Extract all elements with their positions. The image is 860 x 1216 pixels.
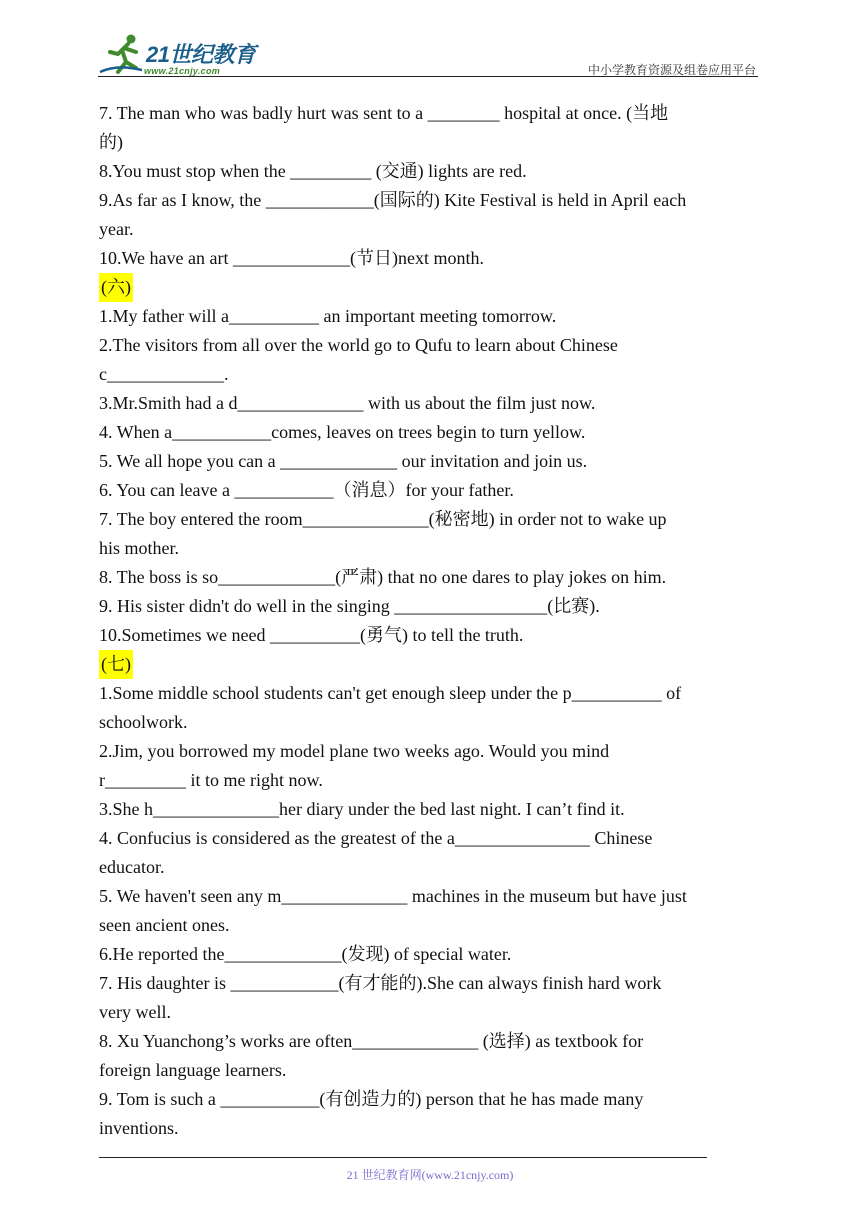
exercise-line: 4. Confucius is considered as the greatest of the a_______________ Chinese <box>99 828 653 848</box>
exercise-line: very well. <box>99 1002 171 1022</box>
section-label: (七) <box>99 650 133 679</box>
exercise-line: 8. The boss is so_____________(严肃) that no one dares to play jokes on him. <box>99 567 667 587</box>
logo-text: 21世纪教育 <box>146 42 256 67</box>
exercise-line: 6.He reported the_____________(发现) of special water. <box>99 944 512 964</box>
exercise-line: 6. You can leave a ___________（消息）for your father. <box>99 480 514 500</box>
exercise-line: 8.You must stop when the _________ (交通) lights are red. <box>99 161 527 181</box>
exercise-line: 5. We all hope you can a _____________ our invitation and join us. <box>99 451 588 471</box>
page-header <box>98 30 758 78</box>
exercise-line: schoolwork. <box>99 712 188 732</box>
exercise-line: 9. Tom is such a ___________(有创造力的) person that he has made many <box>99 1089 644 1109</box>
exercise-line: 的) <box>99 132 123 152</box>
exercise-line: 7. His daughter is ____________(有才能的).She can always finish hard work <box>99 973 662 993</box>
exercise-line: 3.Mr.Smith had a d______________ with us about the film just now. <box>99 393 596 413</box>
section-label: (六) <box>99 273 133 302</box>
exercise-line: foreign language learners. <box>99 1060 287 1080</box>
exercise-line: 9.As far as I know, the ____________(国际的) Kite Festival is held in April each <box>99 190 687 210</box>
exercise-line: 5. We haven't seen any m______________ machines in the museum but have just <box>99 886 687 906</box>
exercise-line: seen ancient ones. <box>99 915 230 935</box>
exercise-line: 7. The boy entered the room______________(秘密地) in order not to wake up <box>99 509 667 529</box>
exercise-line: 3.She h______________her diary under the bed last night. I can’t find it. <box>99 799 625 819</box>
logo-url: www.21cnjy.com <box>144 66 221 76</box>
exercise-content <box>99 99 763 1143</box>
footer-link[interactable]: 21 世纪教育网(www.21cnjy.com) <box>346 1168 514 1182</box>
exercise-line: his mother. <box>99 538 179 558</box>
header-divider <box>98 76 758 77</box>
running-figure-icon <box>98 32 146 76</box>
exercise-line: 8. Xu Yuanchong’s works are often______________ (选择) as textbook for <box>99 1031 644 1051</box>
footer-divider <box>99 1157 707 1158</box>
exercise-line: year. <box>99 219 134 239</box>
exercise-line: c_____________. <box>99 364 229 384</box>
site-logo[interactable] <box>98 32 268 76</box>
exercise-line: educator. <box>99 857 165 877</box>
exercise-line: 7. The man who was badly hurt was sent to a ________ hospital at once. (当地 <box>99 103 669 123</box>
exercise-line: r_________ it to me right now. <box>99 770 323 790</box>
platform-title: 中小学教育资源及组卷应用平台 <box>587 63 756 77</box>
exercise-line: 10.Sometimes we need __________(勇气) to tell the truth. <box>99 625 524 645</box>
exercise-line: 4. When a___________comes, leaves on trees begin to turn yellow. <box>99 422 586 442</box>
exercise-line: inventions. <box>99 1118 179 1138</box>
exercise-line: 10.We have an art _____________(节日)next month. <box>99 248 484 268</box>
exercise-line: 9. His sister didn't do well in the singing _________________(比赛). <box>99 596 600 616</box>
exercise-line: 2.Jim, you borrowed my model plane two weeks ago. Would you mind <box>99 741 610 761</box>
exercise-line: 1.Some middle school students can't get enough sleep under the p__________ of <box>99 683 682 703</box>
section-heading <box>99 650 763 679</box>
exercise-line: 2.The visitors from all over the world go to Qufu to learn about Chinese <box>99 335 618 355</box>
section-heading <box>99 273 763 302</box>
exercise-line: 1.My father will a__________ an important meeting tomorrow. <box>99 306 557 326</box>
